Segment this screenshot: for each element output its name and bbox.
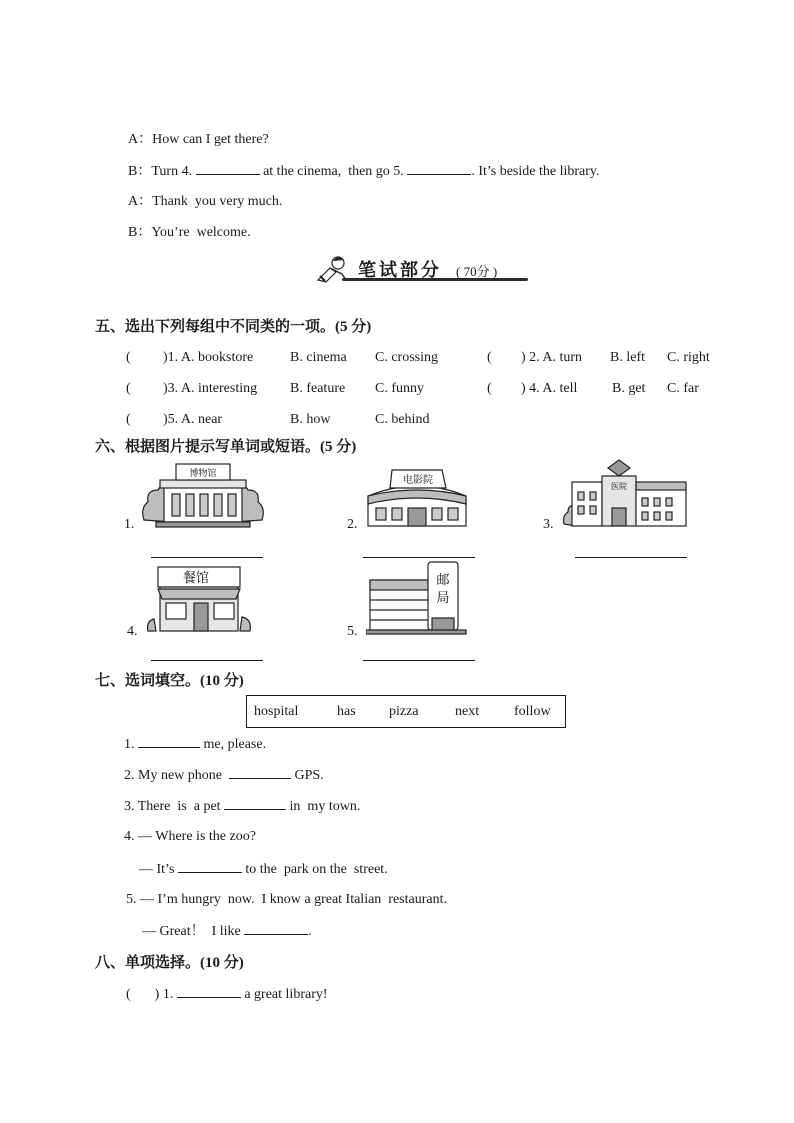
- answer-blank[interactable]: [244, 922, 308, 935]
- item-number: 2.: [347, 517, 358, 532]
- dialogue-text: at the cinema, then go 5.: [259, 164, 408, 179]
- dialogue-line-2: [128, 162, 599, 181]
- word-bank-item: pizza: [389, 704, 419, 719]
- question-7-4-response: [139, 860, 388, 879]
- answer-line[interactable]: [363, 660, 475, 661]
- speaker-label: B：: [128, 164, 152, 179]
- question-7-4: [124, 828, 256, 846]
- section-7-heading: [95, 670, 244, 691]
- word-bank: [246, 695, 566, 728]
- heading-text: 五、选出下列每组中不同类的一项。: [95, 317, 336, 335]
- answer-line[interactable]: [151, 660, 263, 661]
- answer-paren[interactable]: (: [487, 381, 492, 396]
- item-number: 3.: [543, 517, 554, 532]
- question-text: 1.: [124, 737, 138, 752]
- answer-paren[interactable]: (: [487, 350, 492, 365]
- museum-sign: 博物馆: [189, 469, 217, 479]
- answer-line[interactable]: [151, 557, 263, 558]
- heading-points: (10 分): [200, 673, 244, 689]
- answer-blank[interactable]: [177, 985, 241, 998]
- question-text: me, please.: [200, 737, 267, 752]
- question-text: GPS.: [291, 768, 324, 783]
- answer-blank[interactable]: [224, 797, 286, 810]
- answer-blank[interactable]: [407, 162, 471, 175]
- dialogue-line-4: [128, 224, 251, 242]
- option-c: C. behind: [375, 412, 430, 427]
- question-text: a great library!: [240, 987, 328, 1002]
- question-text: ) 1.: [154, 987, 177, 1002]
- question-7-1: [124, 735, 266, 754]
- option-b: B. left: [610, 350, 645, 365]
- hospital-sign: 医院: [611, 482, 627, 491]
- option-c: C. far: [667, 381, 699, 396]
- section-banner: [316, 254, 528, 284]
- word-bank-item: hospital: [254, 704, 299, 719]
- section-8-heading: [95, 952, 244, 973]
- banner-title: 笔试部分: [358, 260, 442, 281]
- option-b: B. feature: [290, 381, 346, 396]
- post-office-sign-2: 局: [436, 591, 450, 606]
- heading-points: (5 分): [335, 319, 372, 335]
- question-text: 4. — Where is the zoo?: [124, 829, 256, 844]
- option-b: B. get: [612, 381, 646, 396]
- dialogue-text: You’re welcome.: [151, 225, 251, 240]
- banner-score: ( 70分 ): [456, 264, 498, 279]
- item-number: 1.: [124, 517, 135, 532]
- question-text: 5. — I’m hungry now. I know a great Italian restaurant.: [126, 892, 447, 907]
- dialogue-line-1: [128, 131, 269, 149]
- speaker-label: A：: [128, 132, 153, 147]
- item-number: 4.: [127, 624, 138, 639]
- question-7-2: [124, 766, 324, 785]
- question-text: 3. There is a pet: [124, 799, 225, 814]
- option-c: C. right: [667, 350, 710, 365]
- option-b: B. cinema: [290, 350, 347, 365]
- museum-icon: [140, 460, 266, 530]
- dialogue-line-3: [128, 193, 282, 211]
- word-bank-item: follow: [514, 704, 551, 719]
- heading-text: 八、单项选择。: [95, 953, 201, 971]
- answer-paren[interactable]: (: [126, 412, 131, 427]
- answer-paren[interactable]: (: [126, 987, 131, 1002]
- restaurant-sign: 餐馆: [182, 571, 210, 586]
- section-5-heading: [95, 316, 371, 337]
- question-text: — Great！ I like: [142, 924, 245, 939]
- question-text: to the park on the street.: [241, 862, 388, 877]
- heading-text: 六、根据图片提示写单词或短语。: [95, 437, 321, 455]
- answer-blank[interactable]: [138, 735, 200, 748]
- dialogue-text: How can I get there?: [152, 132, 269, 147]
- question-text: — It’s: [139, 862, 178, 877]
- question-text: .: [308, 924, 312, 939]
- answer-line[interactable]: [575, 557, 687, 558]
- hospital-icon: [562, 458, 690, 530]
- option-b: B. how: [290, 412, 331, 427]
- dialogue-text: Turn 4.: [151, 164, 196, 179]
- question-text: in my town.: [286, 799, 361, 814]
- question-7-3: [124, 797, 360, 816]
- option-a: )3. A. interesting: [163, 381, 258, 396]
- option-a: )1. A. bookstore: [163, 350, 254, 365]
- cinema-icon: [362, 466, 472, 530]
- heading-text: 七、选词填空。: [95, 671, 201, 689]
- restaurant-icon: [146, 563, 252, 635]
- option-a: )5. A. near: [163, 412, 223, 427]
- dialogue-text: Thank you very much.: [152, 194, 283, 209]
- option-a: ) 4. A. tell: [521, 381, 578, 396]
- answer-blank[interactable]: [196, 162, 260, 175]
- item-number: 5.: [347, 624, 358, 639]
- section-6-heading: [95, 436, 356, 457]
- post-office-icon: [366, 558, 472, 636]
- answer-blank[interactable]: [229, 766, 291, 779]
- heading-points: (10 分): [200, 955, 244, 971]
- question-text: 2. My new phone: [124, 768, 229, 783]
- answer-paren[interactable]: (: [126, 381, 131, 396]
- speaker-label: A：: [128, 194, 153, 209]
- cinema-sign: 电影院: [403, 475, 433, 486]
- option-c: C. crossing: [375, 350, 438, 365]
- option-a: ) 2. A. turn: [521, 350, 583, 365]
- answer-paren[interactable]: (: [126, 350, 131, 365]
- option-c: C. funny: [375, 381, 424, 396]
- answer-blank[interactable]: [178, 860, 242, 873]
- question-7-5: [126, 891, 447, 909]
- dialogue-text: . It’s beside the library.: [471, 164, 600, 179]
- question-8-1: [126, 985, 328, 1004]
- question-7-5-response: [142, 922, 312, 941]
- word-bank-item: next: [455, 704, 480, 719]
- word-bank-item: has: [337, 704, 356, 719]
- post-office-sign-1: 邮: [436, 573, 450, 588]
- heading-points: (5 分): [320, 439, 357, 455]
- speaker-label: B：: [128, 225, 152, 240]
